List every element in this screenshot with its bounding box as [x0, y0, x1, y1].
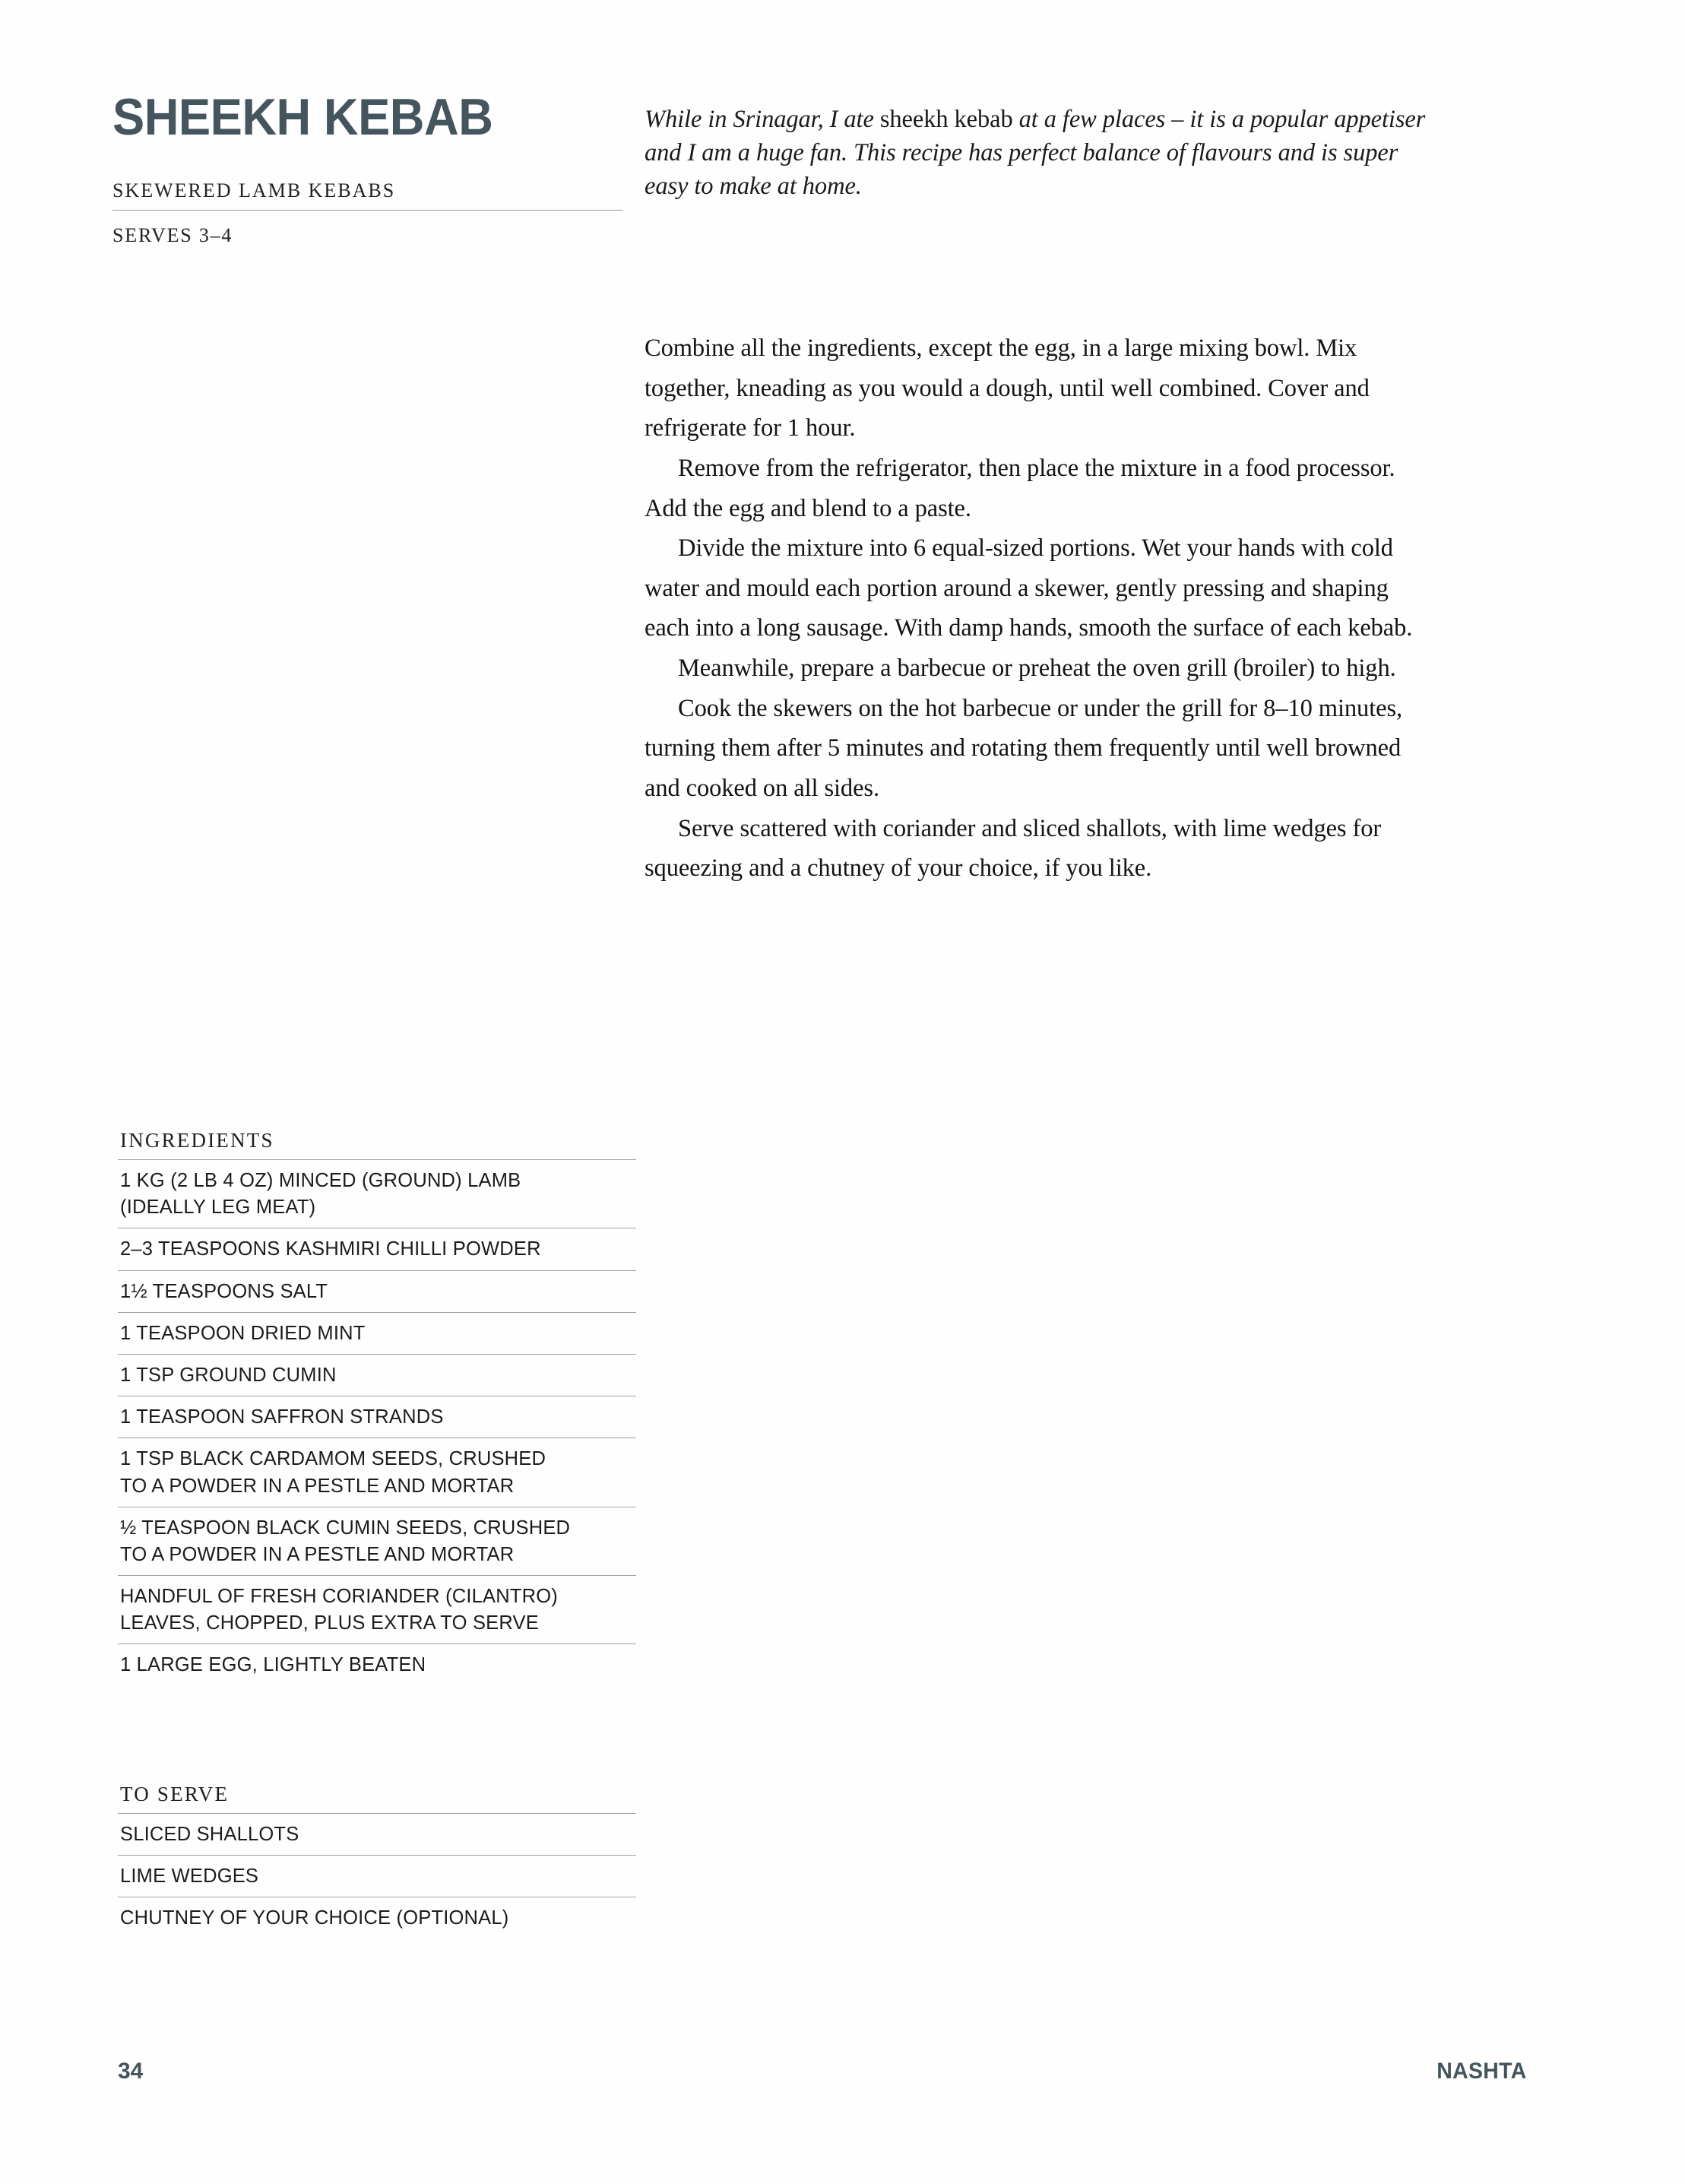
list-item	[118, 1228, 636, 1270]
to-serve-panel	[118, 1783, 636, 1939]
page-title: SHEEKH KEBAB	[112, 88, 493, 146]
list-item	[118, 1270, 636, 1312]
list-item-line: CHUTNEY OF YOUR CHOICE (OPTIONAL)	[120, 1907, 509, 1929]
list-item-line: ½ TEASPOON BLACK CUMIN SEEDS, CRUSHED	[120, 1517, 571, 1539]
method-step: Combine all the ingredients, except the egg, in a large mixing bowl. Mix together, kneading as you would a dough, until well combined. Cover and refrigerate for 1 hour.	[645, 334, 1370, 442]
ingredients-heading: INGREDIENTS	[120, 1129, 274, 1152]
list-item	[118, 1855, 636, 1897]
list-item	[118, 1507, 636, 1575]
intro-block	[645, 103, 1427, 204]
list-item-line: 1 LARGE EGG, LIGHTLY BEATEN	[120, 1654, 426, 1676]
list-item	[118, 1644, 636, 1685]
method-step: Cook the skewers on the hot barbecue or under the grill for 8–10 minutes, turning them after 5 minutes and rotating them frequently until well browned and cooked on all sides.	[645, 694, 1403, 803]
list-item-line: 1 TEASPOON SAFFRON STRANDS	[120, 1406, 444, 1428]
method-step: Meanwhile, prepare a barbecue or preheat the oven grill (broiler) to high.	[678, 655, 1396, 683]
method-block	[645, 328, 1429, 889]
running-head: NASHTA	[1436, 2059, 1527, 2084]
list-item	[118, 1575, 636, 1644]
list-item	[118, 1813, 636, 1855]
intro-part-1: While in Srinagar, I ate	[645, 106, 880, 133]
list-item	[118, 1312, 636, 1354]
recipe-subtitle: SKEWERED LAMB KEBABS	[112, 179, 396, 201]
list-item-line: (IDEALLY LEG MEAT)	[120, 1197, 316, 1219]
list-item-line: HANDFUL OF FRESH CORIANDER (CILANTRO)	[120, 1586, 558, 1608]
list-item-line: LEAVES, CHOPPED, PLUS EXTRA TO SERVE	[120, 1612, 539, 1634]
list-item-line: TO A POWDER IN A PESTLE AND MORTAR	[120, 1543, 515, 1565]
recipe-header	[112, 88, 637, 247]
list-item-line: 2–3 TEASPOONS KASHMIRI CHILLI POWDER	[120, 1238, 541, 1260]
list-item	[118, 1396, 636, 1438]
ingredients-panel	[118, 1129, 636, 1686]
to-serve-list	[118, 1813, 636, 1939]
serves-label: SERVES 3–4	[112, 224, 233, 246]
list-item-line: LIME WEDGES	[120, 1865, 259, 1888]
intro-paragraph	[645, 103, 1427, 204]
list-item-line: 1 KG (2 LB 4 OZ) MINCED (GROUND) LAMB	[120, 1170, 521, 1191]
list-item	[118, 1159, 636, 1228]
to-serve-heading: TO SERVE	[120, 1783, 230, 1805]
list-item	[118, 1438, 636, 1506]
page-number: 34	[118, 2059, 144, 2084]
method-step: Serve scattered with coriander and sliced shallots, with lime wedges for squeezing and a chutney of your choice, if you like.	[645, 814, 1382, 883]
method-step: Divide the mixture into 6 equal-sized portions. Wet your hands with cold water and mould each portion around a skewer, gently pressing and shaping each into a long sausage. With damp hands, smooth the surface of each kebab.	[645, 534, 1413, 642]
header-divider	[112, 210, 623, 211]
list-item-line: 1½ TEASPOONS SALT	[120, 1280, 328, 1302]
ingredients-list	[118, 1159, 636, 1686]
list-item-line: 1 TSP GROUND CUMIN	[120, 1364, 337, 1386]
intro-dish-name: sheekh kebab	[879, 106, 1013, 133]
list-item-line: 1 TEASPOON DRIED MINT	[120, 1322, 366, 1344]
list-item-line: TO A POWDER IN A PESTLE AND MORTAR	[120, 1475, 515, 1497]
list-item	[118, 1354, 636, 1396]
list-item	[118, 1897, 636, 1938]
list-item-line: 1 TSP BLACK CARDAMOM SEEDS, CRUSHED	[120, 1448, 546, 1470]
intro-part-2: at a few places – it is a popular appetiser and I am a huge fan. This recipe has perfect balance of flavours and is super easy to make at home.	[645, 106, 1426, 201]
method-step: Remove from the refrigerator, then place the mixture in a food processor. Add the egg and blend to a paste.	[645, 454, 1395, 522]
list-item-line: SLICED SHALLOTS	[120, 1824, 299, 1845]
